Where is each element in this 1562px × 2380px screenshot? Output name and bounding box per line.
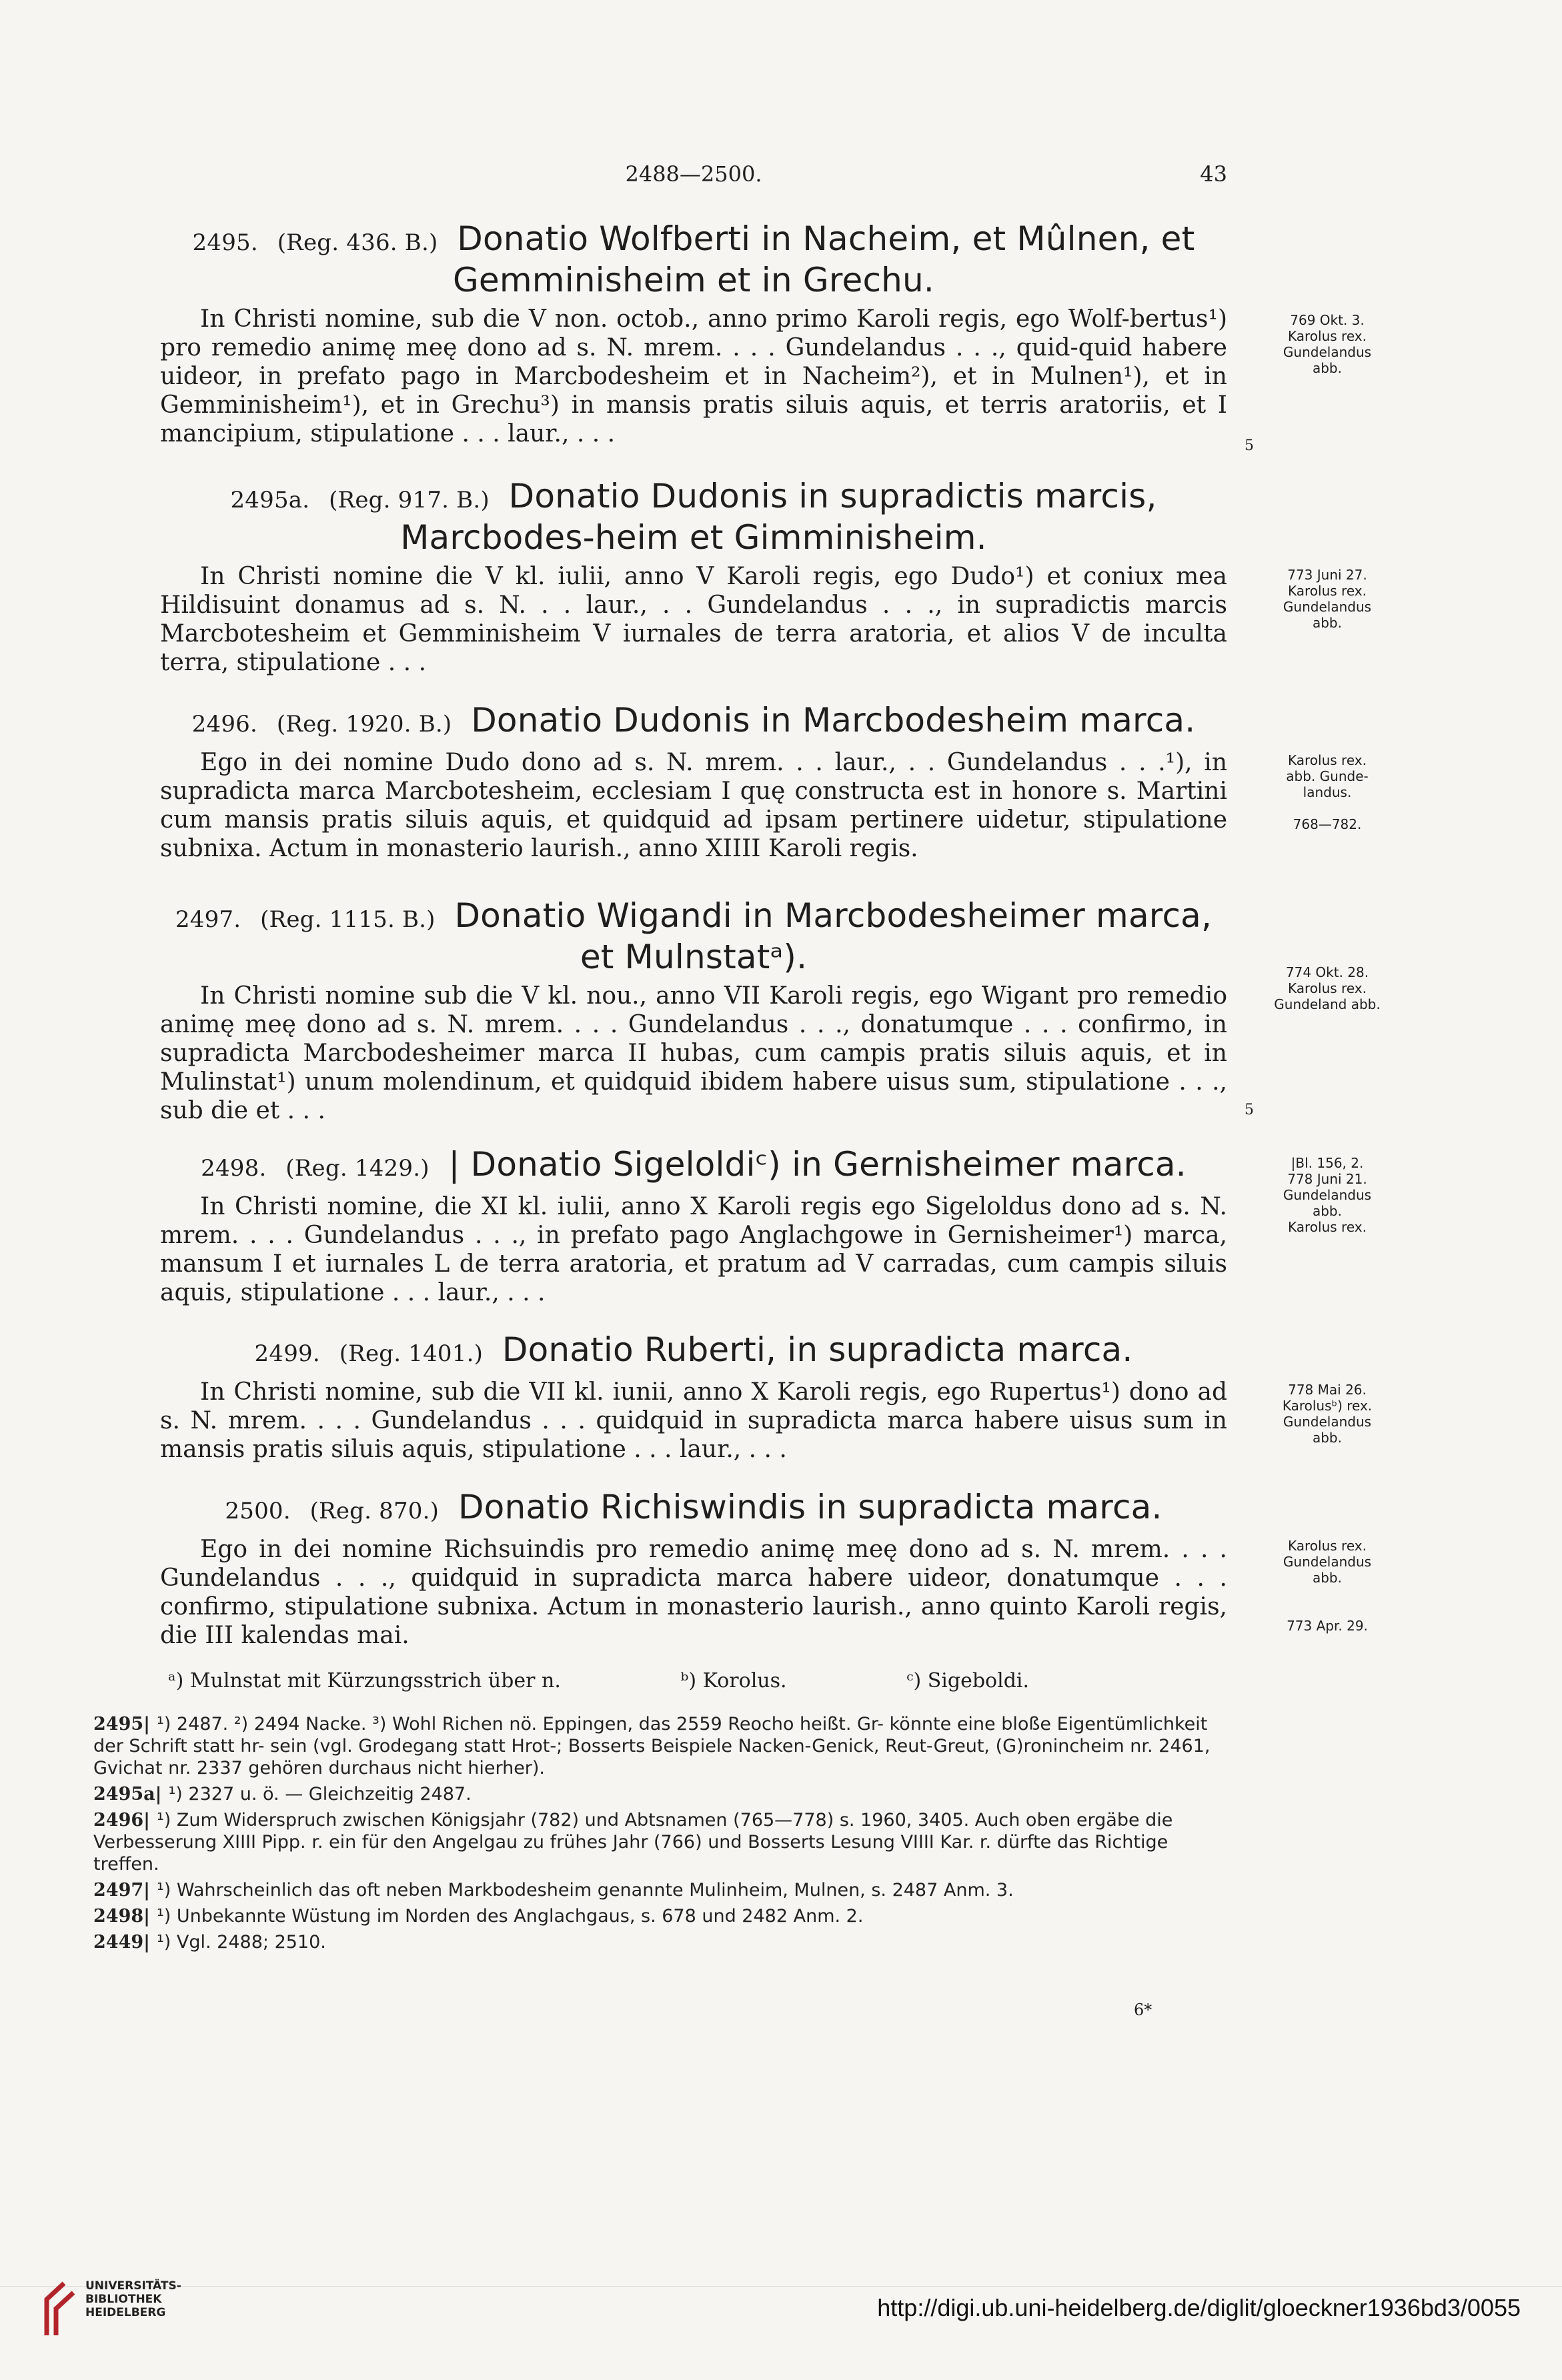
charter-entry-2495a	[160, 477, 1227, 677]
margin-note: Karolus rex. Gundelandus abb. 773 Apr. 29.	[1283, 1538, 1372, 1634]
entry-number: 2495a.	[230, 487, 310, 513]
charter-entry-2498	[160, 1146, 1227, 1307]
footnote: 2495a| ¹) 2327 u. ö. — Gleichzeitig 2487.	[93, 1784, 472, 1805]
signature-mark: 6*	[1134, 2001, 1152, 2019]
entry-title: Donatio Wolfberti in Nacheim, et Mûlnen, et Gemminisheim et in Grechu.	[452, 219, 1195, 299]
entry-heading	[160, 1488, 1227, 1530]
entry-title: Donatio Ruberti, in supradicta marca.	[502, 1330, 1133, 1369]
charter-entry-2497	[160, 897, 1227, 1125]
entry-heading	[160, 897, 1227, 976]
entry-text: In Christi nomine, sub die VII kl. iunii, anno X Karoli regis, ego Rupertus¹) dono ad s. N. mrem. . . . Gundelandus . . . quidquid in supradicta marca habere uisus sum in mansis pratis siluis aquis, stipulatione . . . laur., . . .	[160, 1378, 1227, 1463]
entry-number: 2499.	[254, 1340, 320, 1367]
entry-heading	[160, 1146, 1227, 1187]
entry-title: Donatio Dudonis in Marcbodesheim marca.	[471, 701, 1196, 740]
entry-text: In Christi nomine, die XI kl. iulii, anno X Karoli regis ego Sigeloldus dono ad s. N. mrem. . . . Gundelandus . . ., in prefato pago Anglachgowe in Gernisheimer¹) marca, mansum I et iurnales L de terra aratoria, et pratum ad V carradas, cum campis siluis aquis, stipulatione . . . laur., . . .	[160, 1193, 1227, 1306]
entry-title: | Donatio Sigeloldiᶜ) in Gernisheimer marca.	[448, 1145, 1187, 1184]
entry-number: 2497.	[175, 906, 241, 933]
charter-entry-2496	[160, 702, 1227, 863]
line-number: 5	[1245, 437, 1254, 454]
margin-note: Karolus rex. abb. Gunde- landus. 768—782.	[1286, 752, 1369, 832]
charter-entry-2499	[160, 1331, 1227, 1464]
entry-heading	[160, 477, 1227, 557]
apparatus-note: ᶜ) Sigeboldi.	[906, 1669, 1030, 1692]
margin-note: 774 Okt. 28. Karolus rex. Gundeland abb.	[1274, 964, 1381, 1012]
apparatus-note: ᵇ) Korolus.	[680, 1669, 787, 1692]
textual-apparatus	[160, 1668, 1227, 1694]
running-head	[160, 161, 1227, 195]
margin-note: 778 Mai 26. Karolusᵇ) rex. Gundelandus abb.	[1282, 1382, 1373, 1446]
running-head-range: 2488—2500.	[625, 161, 762, 187]
entry-text: Ego in dei nomine Richsuindis pro remedio animę meę dono ad s. N. mrem. . . . Gundelandus . . ., quidquid in supradicta marca habere uideor, donatumque . . . confirmo, stipulatione subnixa. Actum in monasterio laurish., anno quinto Karoli regis, die III kalendas mai.	[160, 1536, 1227, 1649]
entry-text: In Christi nomine, sub die V non. octob., anno primo Karoli regis, ego Wolf-bertus¹) pro remedio animę meę dono ad s. N. mrem. . . . Gundelandus . . ., quid-quid habere uideor, in prefato pago in Marcbodesheim et in Nacheim²), et in Mulnen¹), et in Gemminisheim¹), et in Grechu³) in mansis pratis siluis aquis, et terris aratoriis, et I mancipium, stipulatione . . . laur., . . .	[160, 305, 1227, 447]
apparatus-note: ᵃ) Mulnstat mit Kürzungsstrich über n.	[168, 1669, 561, 1692]
entry-number: 2496.	[191, 711, 257, 738]
margin-note: 769 Okt. 3. Karolus rex. Gundelandus abb.	[1283, 312, 1372, 376]
charter-entry-2500	[160, 1488, 1227, 1650]
entry-heading	[160, 220, 1227, 299]
line-number: 5	[1245, 1102, 1254, 1118]
library-name: UNIVERSITÄTS- BIBLIOTHEK HEIDELBERG	[85, 2279, 181, 2319]
entry-reg: (Reg. 1115. B.)	[260, 906, 436, 933]
entry-reg: (Reg. 1920. B.)	[276, 711, 452, 738]
source-url-link[interactable]: http://digi.ub.uni-heidelberg.de/diglit/gloeckner1936bd3/0055	[877, 2294, 1521, 2321]
entry-reg: (Reg. 1401.)	[339, 1340, 484, 1367]
entry-number: 2495.	[192, 229, 258, 256]
footnote: 2496| ¹) Zum Widerspruch zwischen Königsjahr (782) und Abtsnamen (765—778) s. 1960, 3405. Auch oben ergäbe die Verbesserung XIIII Pipp. r. ein für den Angelgau zu frühes Jahr (766) und Bosserts Lesung VIIII Kar. r. dürfte das Richtige treffen.	[93, 1810, 1173, 1875]
entry-reg: (Reg. 917. B.)	[329, 487, 490, 513]
entry-text: Ego in dei nomine Dudo dono ad s. N. mrem. . . laur., . . Gundelandus . . .¹), in supradicta marca Marcbotesheim, ecclesiam I quę constructa est in honore s. Martini cum mansis pratis siluis aquis, et quidquid ad ipsam pertinere uidetur, stipulatione subnixa. Actum in monasterio laurish., anno XIIII Karoli regis.	[160, 749, 1227, 862]
entry-text: In Christi nomine sub die V kl. nou., anno VII Karoli regis, ego Wigant pro remedio animę meę dono ad s. N. mrem. . . . Gundelandus . . ., donatumque . . . confirmo, in supradicta Marcbodesheimer marca II hubas, cum campis pratis siluis aquis, et in Mulinstat¹) unum molendinum, et quidquid ibidem habere uisus sum, stipulatione . . ., sub die et . . .	[160, 982, 1227, 1124]
library-logo-icon	[37, 2279, 77, 2339]
entry-heading	[160, 1331, 1227, 1372]
footnote: 2497| ¹) Wahrscheinlich das oft neben Markbodesheim genannte Mulinheim, Mulnen, s. 2487 Anm. 3.	[93, 1880, 1014, 1901]
footnote: 2449| ¹) Vgl. 2488; 2510.	[93, 1932, 326, 1953]
margin-note: |Bl. 156, 2. 778 Juni 21. Gundelandus abb. Karolus rex.	[1283, 1155, 1372, 1235]
entry-title: Donatio Richiswindis in supradicta marca.	[458, 1488, 1162, 1526]
entry-text: In Christi nomine die V kl. iulii, anno V Karoli regis, ego Dudo¹) et coniux mea Hildisuint donamus ad s. N. . . laur., . . Gundelandus . . ., in supradictis marcis Marcbotesheim et Gemminisheim V iurnales de terra aratoria, et alios V de inculta terra, stipulatione . . .	[160, 563, 1227, 676]
entry-title: Donatio Dudonis in supradictis marcis, Marcbodes-heim et Gimminisheim.	[400, 477, 1157, 557]
page-number: 43	[1200, 161, 1227, 187]
footnotes	[93, 1713, 1234, 1957]
entry-title: Donatio Wigandi in Marcbodesheimer marca, et Mulnstatᵃ).	[454, 896, 1213, 976]
entry-number: 2500.	[225, 1498, 291, 1524]
entry-reg: (Reg. 436. B.)	[277, 229, 438, 256]
footnote: 2498| ¹) Unbekannte Wüstung im Norden des Anglachgaus, s. 678 und 2482 Anm. 2.	[93, 1906, 864, 1927]
entry-reg: (Reg. 1429.)	[285, 1155, 430, 1182]
charter-entry-2495	[160, 220, 1227, 448]
entry-number: 2498.	[201, 1155, 267, 1182]
footnote: 2495| ¹) 2487. ²) 2494 Nacke. ³) Wohl Richen nö. Eppingen, das 2559 Reocho heißt. Gr- könnte eine bloße Eigentümlichkeit der Schrift statt hr- sein (vgl. Grodegang statt Hrot-; Bosserts Beispiele Nacken-Genick, Reut-Greut, (G)ronincheim nr. 2461, Gvichat nr. 2337 gehören durchaus nicht hierher).	[93, 1714, 1211, 1778]
entry-reg: (Reg. 870.)	[309, 1498, 440, 1524]
entry-heading	[160, 702, 1227, 743]
margin-note: 773 Juni 27. Karolus rex. Gundelandus abb.	[1283, 567, 1372, 631]
